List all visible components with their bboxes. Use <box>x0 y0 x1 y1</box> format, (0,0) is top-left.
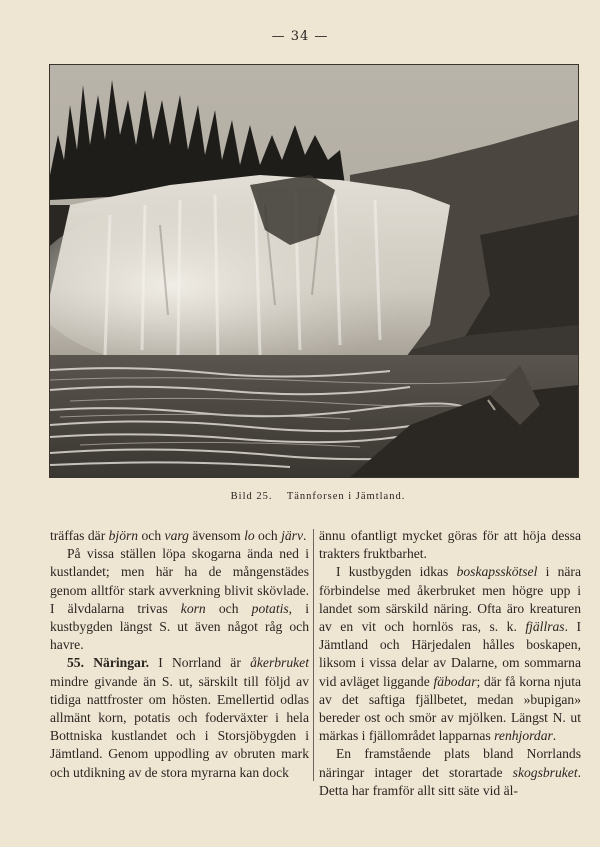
left-paragraph-1 <box>50 527 309 545</box>
section-number: 55. <box>67 655 84 671</box>
italic-term: lo <box>244 528 255 543</box>
italic-term: potatis <box>251 600 289 616</box>
text-run: träffas där <box>50 528 109 543</box>
right-paragraph-3 <box>319 745 581 800</box>
page-number: — 34 — <box>271 29 329 44</box>
italic-term: skogsbruket <box>512 764 578 780</box>
text-run: ; där få korna njuta av det saftiga fjällbetet, medan »bupigan» bereder ost och smör av mjölken. Längst N. ut märkas i fjällområdet lapparnas <box>319 673 582 744</box>
text-run: I kustbygden idkas <box>336 564 457 580</box>
italic-term: varg <box>164 528 189 543</box>
left-paragraph-2 <box>50 545 309 654</box>
caption-prefix: Bild 25. <box>230 491 273 502</box>
text-run: På vissa ställen löpa skogarna ända ned i kustlandet; men här ha de mångenstädes genom alltför stark avverkning blivit skövlade. I älvdalarna trivas <box>50 546 309 616</box>
left-paragraph-3 <box>50 654 309 781</box>
text-run: i nära förbindelse med åkerbruket men högre upp i landet som särskild näring. Ofta äro kreaturen av en vit och hornlös ras, s. k. <box>319 564 581 635</box>
text-run: . I Jämtland och Härjedalen hålles boskapen, liksom i vissa delar av Dalarne, om sommarna vid avläget liggande <box>319 619 581 689</box>
text-run: En framstående plats bland Norrlands näringar intager det storartade <box>319 746 581 780</box>
figure-caption <box>0 491 600 502</box>
text-run: och <box>138 528 165 543</box>
text-run: . Detta har framför allt sitt säte vid äl- <box>319 764 581 798</box>
italic-term: renhjordar <box>494 728 553 744</box>
italic-term: åkerbruket <box>250 655 309 671</box>
text-run: I Norrland är <box>149 655 251 671</box>
text-run: ännu ofantligt mycket göras för att höja dessa trakters fruktbarhet. <box>319 528 581 562</box>
italic-term: korn <box>180 600 206 616</box>
text-run: mindre givande än S. ut, särskilt till följd av tidiga nattfroster om hösten. Emellertid odlas allmänt korn, potatis och foderväxter i hela Bottniska kustlandet och i Storsjöbygden i Jämtland. Genom uppodling av obruten mark och utdikning av de stora myrarna kan dock <box>50 673 309 780</box>
section-title: Näringar. <box>93 655 149 671</box>
waterfall-photograph <box>49 64 579 478</box>
italic-term: boskapsskötsel <box>456 564 538 580</box>
text-run: , i kustbygden längst S. ut även något råg och havre. <box>50 600 309 653</box>
waterfall-illustration <box>50 65 578 477</box>
right-text-column <box>319 527 581 800</box>
left-text-column <box>50 527 309 782</box>
right-paragraph-2 <box>319 563 581 745</box>
italic-term: järv <box>281 528 303 543</box>
caption-title: Tännforsen i Jämtland. <box>286 491 406 502</box>
text-run: och <box>254 528 282 543</box>
column-divider <box>313 529 314 781</box>
italic-term: fjällras <box>525 619 565 635</box>
italic-term: björn <box>108 528 139 543</box>
text-run: . <box>552 728 557 744</box>
italic-term: fäbodar <box>433 673 477 689</box>
text-run: ävensom <box>188 528 245 543</box>
right-paragraph-1 <box>319 527 581 563</box>
text-run: . <box>303 528 307 543</box>
text-run: och <box>205 600 252 616</box>
